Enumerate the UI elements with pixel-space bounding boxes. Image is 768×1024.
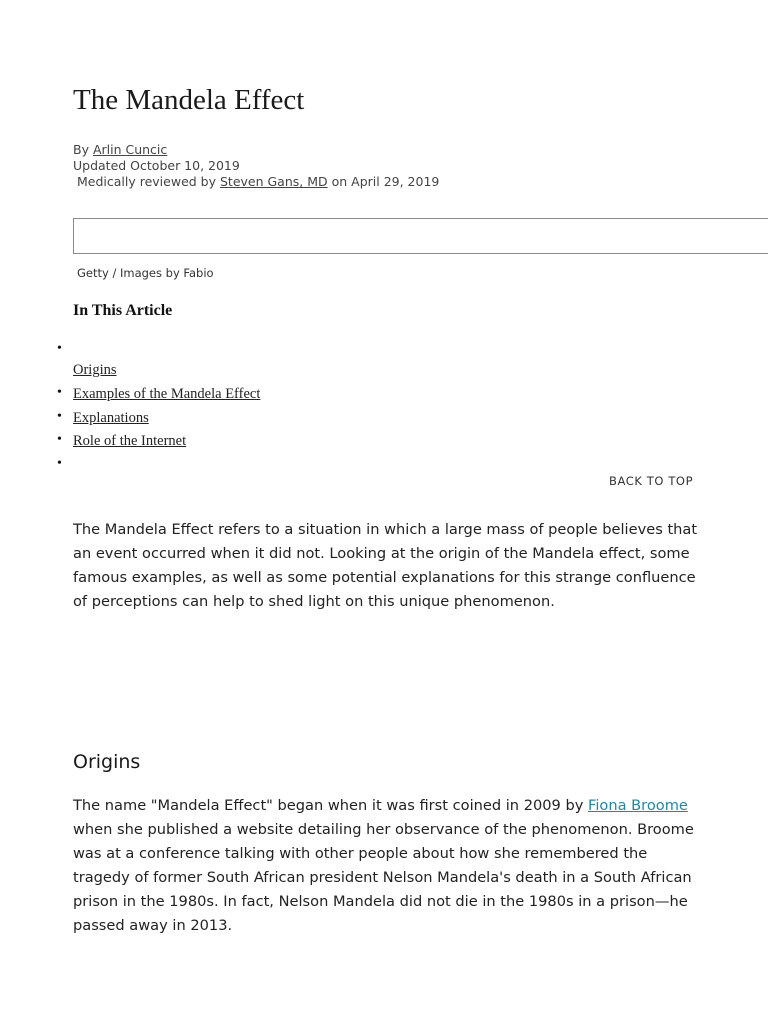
article-image-placeholder: [73, 218, 768, 254]
review-date: on April 29, 2019: [327, 174, 440, 189]
review-prefix: Medically reviewed by: [77, 174, 220, 189]
image-caption: Getty / Images by Fabio: [77, 266, 214, 280]
byline-prefix: By: [73, 142, 93, 157]
updated-date: Updated October 10, 2019: [73, 158, 240, 173]
byline: [73, 142, 167, 158]
toc-bullet: •: [57, 341, 62, 356]
toc-heading: In This Article: [73, 302, 173, 319]
toc-item-explanations[interactable]: Explanations: [73, 410, 149, 426]
origins-text-start: The name "Mandela Effect" began when it was first coined in 2009 by: [73, 797, 589, 814]
medical-review-line: [77, 174, 439, 190]
toc-bullet: •: [57, 409, 62, 424]
back-to-top-link[interactable]: BACK TO TOP: [609, 474, 694, 488]
author-link[interactable]: Arlin Cuncic: [92, 142, 168, 157]
toc-bullet: •: [57, 385, 62, 400]
toc-item-origins[interactable]: Origins: [73, 362, 117, 378]
toc-item-role-of-internet[interactable]: Role of the Internet: [73, 433, 187, 449]
intro-paragraph: The Mandela Effect refers to a situation in which a large mass of people believes that an event occurred when it did not. Looking at the origin of the Mandela effect, some famous examples, as well as some potential explanations for this strange confluence of perceptions can help to shed light on this unique phenomenon.: [73, 521, 698, 610]
origins-heading: Origins: [73, 751, 141, 773]
reviewer-link[interactable]: Steven Gans, MD: [219, 174, 328, 189]
origins-text-end: when she published a website detailing her observance of the phenomenon. Broome was at a conference talking with other people about how she remembered the tragedy of former South African president Nelson Mandela's death in a South African prison in the 1980s. In fact, Nelson Mandela did not die in the 1980s in a prison—he passed away in 2013.: [73, 820, 694, 934]
article-title: The Mandela Effect: [73, 84, 305, 116]
fiona-broome-link[interactable]: Fiona Broome: [588, 797, 688, 814]
toc-item-examples[interactable]: Examples of the Mandela Effect: [73, 386, 261, 402]
toc-bullet: •: [57, 456, 62, 471]
toc-bullet: •: [57, 432, 62, 447]
origins-paragraph: [73, 794, 703, 937]
